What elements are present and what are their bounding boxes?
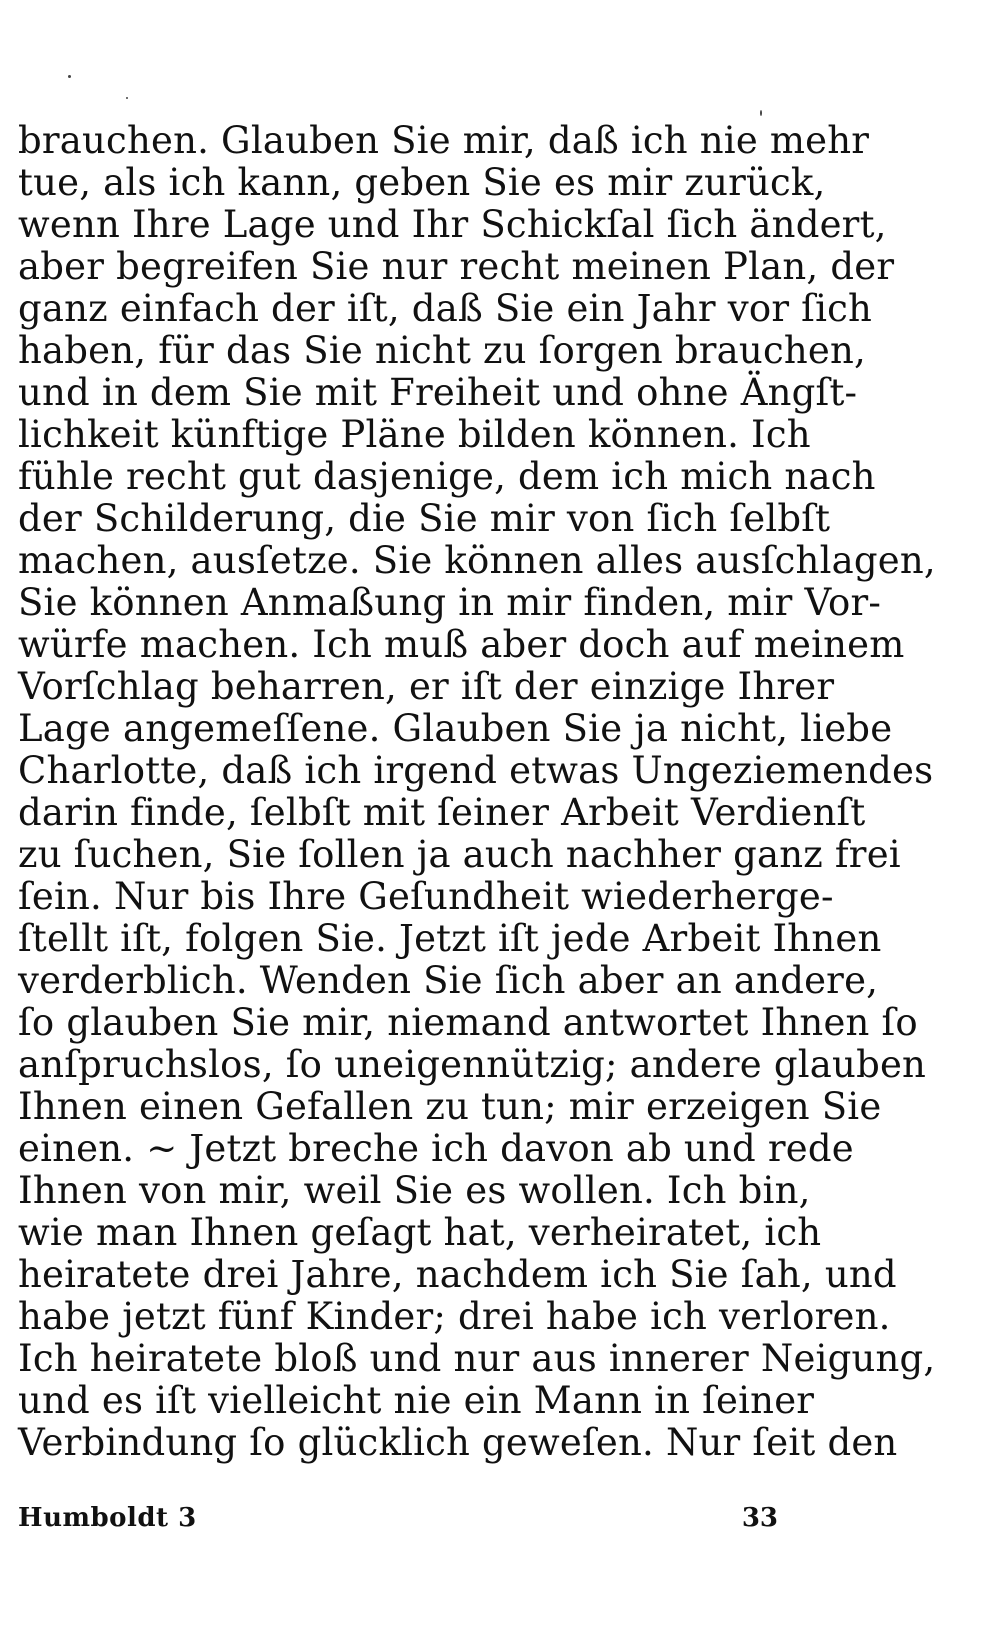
text-line: Vorſchlag beharren, er iſt der einzige Ihrer bbox=[18, 665, 835, 708]
scan-speck bbox=[126, 97, 128, 99]
text-line: Verbindung ſo glücklich geweſen. Nur ſeit den bbox=[18, 1421, 898, 1464]
text-line: heiratete drei Jahre, nachdem ich Sie ſah, und bbox=[18, 1253, 897, 1296]
body-text bbox=[18, 119, 936, 1464]
text-line: Sie können Anmaßung in mir finden, mir Vor- bbox=[18, 581, 882, 624]
text-line: Lage angemeſſene. Glauben Sie ja nicht, liebe bbox=[18, 707, 893, 750]
text-line: darin finde, ſelbſt mit ſeiner Arbeit Verdienſt bbox=[18, 791, 866, 834]
text-line: anſpruchslos, ſo uneigennützig; andere glauben bbox=[18, 1043, 927, 1086]
text-line: ganz einfach der iſt, daß Sie ein Jahr vor ſich bbox=[18, 287, 873, 330]
signature-mark: Humboldt 3 bbox=[18, 1503, 197, 1533]
text-line: einen. ~ Jetzt breche ich davon ab und rede bbox=[18, 1127, 854, 1170]
text-line: würfe machen. Ich muß aber doch auf meinem bbox=[18, 623, 905, 666]
text-line: Ihnen einen Gefallen zu tun; mir erzeigen Sie bbox=[18, 1085, 882, 1128]
text-line: wenn Ihre Lage und Ihr Schickſal ſich ändert, bbox=[18, 203, 887, 246]
text-line: fühle recht gut dasjenige, dem ich mich nach bbox=[18, 455, 876, 498]
text-line: tue, als ich kann, geben Sie es mir zurück, bbox=[18, 161, 826, 204]
text-line: brauchen. Glauben Sie mir, daß ich nie mehr bbox=[18, 119, 870, 162]
text-line: der Schilderung, die Sie mir von ſich ſelbſt bbox=[18, 497, 831, 540]
text-line: habe jetzt fünf Kinder; drei habe ich verloren. bbox=[18, 1295, 891, 1338]
text-line: und in dem Sie mit Freiheit und ohne Ängſt- bbox=[18, 371, 858, 414]
text-line: ſo glauben Sie mir, niemand antwortet Ihnen ſo bbox=[18, 1001, 918, 1044]
text-line: und es iſt vielleicht nie ein Mann in ſeiner bbox=[18, 1379, 815, 1422]
text-line: wie man Ihnen geſagt hat, verheiratet, ich bbox=[18, 1211, 822, 1254]
text-line: ſtellt iſt, folgen Sie. Jetzt iſt jede Arbeit Ihnen bbox=[18, 917, 882, 960]
page-number: 33 bbox=[741, 1503, 778, 1533]
scan-speck bbox=[68, 75, 71, 78]
text-line: verderblich. Wenden Sie ſich aber an andere, bbox=[18, 959, 879, 1002]
scan-speck bbox=[760, 110, 762, 116]
page-footer bbox=[18, 1503, 778, 1533]
text-line: Ich heiratete bloß und nur aus innerer Neigung, bbox=[18, 1337, 936, 1380]
text-line: lichkeit künftige Pläne bilden können. Ich bbox=[18, 413, 811, 456]
text-line: Ihnen von mir, weil Sie es wollen. Ich bin, bbox=[18, 1169, 811, 1212]
text-line: Charlotte, daß ich irgend etwas Ungeziemendes bbox=[18, 749, 934, 792]
text-line: aber begreifen Sie nur recht meinen Plan, der bbox=[18, 245, 895, 288]
text-line: machen, ausſetze. Sie können alles ausſchlagen, bbox=[18, 539, 936, 582]
text-line: zu ſuchen, Sie ſollen ja auch nachher ganz frei bbox=[18, 833, 901, 876]
text-line: haben, für das Sie nicht zu ſorgen brauchen, bbox=[18, 329, 866, 372]
text-line: ſein. Nur bis Ihre Geſundheit wiederherge- bbox=[18, 875, 834, 918]
